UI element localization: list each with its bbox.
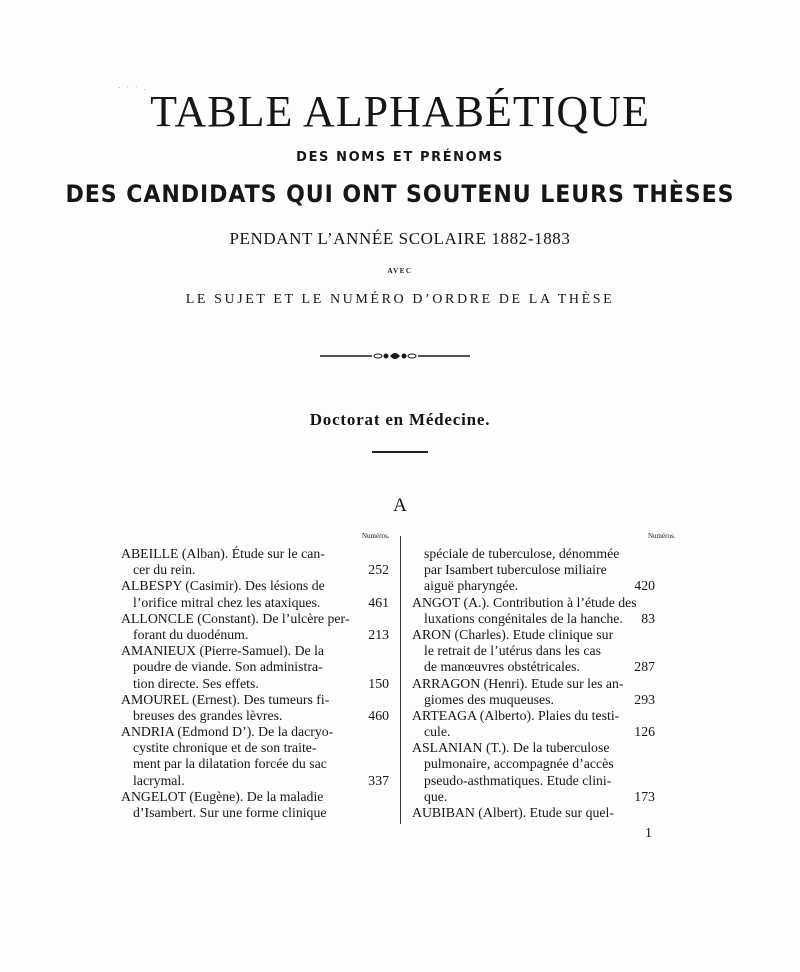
index-entry-line — [412, 789, 655, 805]
column-header-right: Numéros. — [648, 532, 676, 540]
index-entry-line — [412, 773, 655, 789]
index-entry-line — [412, 740, 655, 756]
right-column — [412, 546, 655, 821]
thesis-number: 461 — [368, 594, 389, 610]
thesis-number: 150 — [368, 675, 389, 691]
index-entry-line — [412, 708, 655, 724]
index-entry-line — [412, 627, 655, 643]
index-entry-line — [121, 756, 389, 772]
entry-text: lacrymal. — [133, 772, 185, 788]
entry-text: aiguë pharyngée. — [424, 578, 519, 594]
thesis-number: 337 — [368, 772, 389, 788]
page-title: TABLE ALPHABÉTIQUE — [150, 87, 650, 136]
thesis-number: 83 — [641, 610, 655, 626]
left-column — [121, 546, 389, 821]
index-entry-line — [412, 643, 655, 659]
index-entry-line — [412, 676, 655, 692]
index-entry-line — [121, 562, 389, 578]
section-rule — [372, 451, 428, 453]
index-entry-line — [121, 578, 389, 594]
entry-text: cule. — [424, 724, 451, 740]
entry-text: tion directe. Ses effets. — [133, 675, 259, 691]
index-entry-line — [121, 740, 389, 756]
index-entry-line — [412, 578, 655, 594]
index-entry-line — [121, 546, 389, 562]
entry-text: par Isambert tuberculose miliaire — [424, 562, 607, 578]
index-entry-line — [121, 627, 389, 643]
index-entry-line — [121, 611, 389, 627]
entry-text: ALBESPY (Casimir). Des lésions de — [121, 578, 325, 594]
index-entry-line — [412, 595, 655, 611]
thesis-number: 173 — [634, 788, 655, 804]
index-entry-line — [412, 546, 655, 562]
subtitle-names: DES NOMS ET PRÉNOMS — [296, 150, 504, 165]
index-entry-line — [412, 611, 655, 627]
index-letter: A — [393, 495, 407, 516]
entry-text: luxations congénitales de la hanche. — [424, 610, 623, 626]
entry-text: d’Isambert. Sur une forme clinique — [133, 805, 327, 820]
signature-mark: 1 — [645, 826, 652, 841]
index-entry-line — [121, 676, 389, 692]
subtitle-avec: AVEC — [387, 267, 413, 275]
entry-text: AMANIEUX (Pierre-Samuel). De la — [121, 643, 325, 659]
entry-text: AMOUREL (Ernest). Des tumeurs fi- — [121, 691, 330, 707]
section-heading: Doctorat en Médecine. — [309, 410, 491, 429]
thesis-number: 213 — [368, 626, 389, 642]
index-entry-line — [412, 692, 655, 708]
subtitle-subject: LE SUJET ET LE NUMÉRO D’ORDRE DE LA THÈSE — [185, 292, 615, 307]
entry-text: que. — [424, 788, 448, 804]
entry-text: ANGOT (A.). Contribution à l’étude des — [412, 594, 637, 610]
index-entry-line — [121, 659, 389, 675]
entry-text: l’orifice mitral chez les ataxiques. — [133, 594, 321, 610]
entry-text: cer du rein. — [133, 562, 196, 578]
entry-text: ARRAGON (Henri). Etude sur les an- — [412, 675, 624, 691]
entry-text: pulmonaire, accompagnée d’accès — [424, 756, 614, 772]
entry-text: ARTEAGA (Alberto). Plaies du testi- — [412, 707, 620, 723]
column-header-left: Numéros. — [362, 532, 390, 540]
entry-text: ASLANIAN (T.). De la tuberculose — [412, 740, 610, 756]
index-entry-line — [121, 805, 389, 821]
ornament-divider — [320, 350, 470, 362]
index-entry-line — [121, 708, 389, 724]
entry-text: ANGELOT (Eugène). De la maladie — [121, 788, 324, 804]
entry-text: ABEILLE (Alban). Étude sur le can- — [121, 546, 325, 561]
thesis-number: 460 — [368, 707, 389, 723]
entry-text: spéciale de tuberculose, dénommée — [424, 546, 620, 561]
index-entry-line — [412, 756, 655, 772]
entry-text: AUBIBAN (Albert). Etude sur quel- — [412, 805, 614, 820]
index-entry-line — [412, 724, 655, 740]
subtitle-year: PENDANT L’ANNÉE SCOLAIRE 1882-1883 — [229, 229, 571, 248]
entry-text: breuses des grandes lèvres. — [133, 707, 283, 723]
index-entry-line — [121, 724, 389, 740]
entry-text: pseudo-asthmatiques. Etude clini- — [424, 772, 612, 788]
entry-text: ANDRIA (Edmond D’). De la dacryo- — [121, 724, 334, 740]
index-entry-line — [121, 789, 389, 805]
entry-text: le retrait de l’utérus dans les cas — [424, 643, 601, 659]
column-divider — [400, 536, 401, 824]
index-entry-line — [121, 773, 389, 789]
index-entry-line — [121, 643, 389, 659]
entry-text: forant du duodénum. — [133, 626, 249, 642]
entry-text: ment par la dilatation forcée du sac — [133, 756, 327, 772]
entry-text: de manœuvres obstétricales. — [424, 659, 580, 675]
subtitle-candidates: DES CANDIDATS QUI ONT SOUTENU LEURS THÈSES — [65, 180, 735, 208]
entry-text: cystite chronique et de son traite- — [133, 740, 317, 756]
thesis-number: 293 — [634, 691, 655, 707]
index-entry-line — [121, 595, 389, 611]
thesis-number: 420 — [634, 578, 655, 594]
index-entry-line — [121, 692, 389, 708]
index-entry-line — [412, 562, 655, 578]
index-entry-line — [412, 805, 655, 821]
index-entry-line — [412, 659, 655, 675]
entry-text: ALLONCLE (Constant). De l’ulcère per- — [121, 610, 350, 626]
entry-text: ARON (Charles). Etude clinique sur — [412, 626, 614, 642]
entry-text: poudre de viande. Son administra- — [133, 659, 323, 675]
stray-ink-mark: · ˑ ˑ . — [118, 84, 148, 92]
entry-text: giomes des muqueuses. — [424, 691, 554, 707]
thesis-number: 287 — [634, 659, 655, 675]
thesis-number: 126 — [634, 724, 655, 740]
thesis-number: 252 — [368, 562, 389, 578]
